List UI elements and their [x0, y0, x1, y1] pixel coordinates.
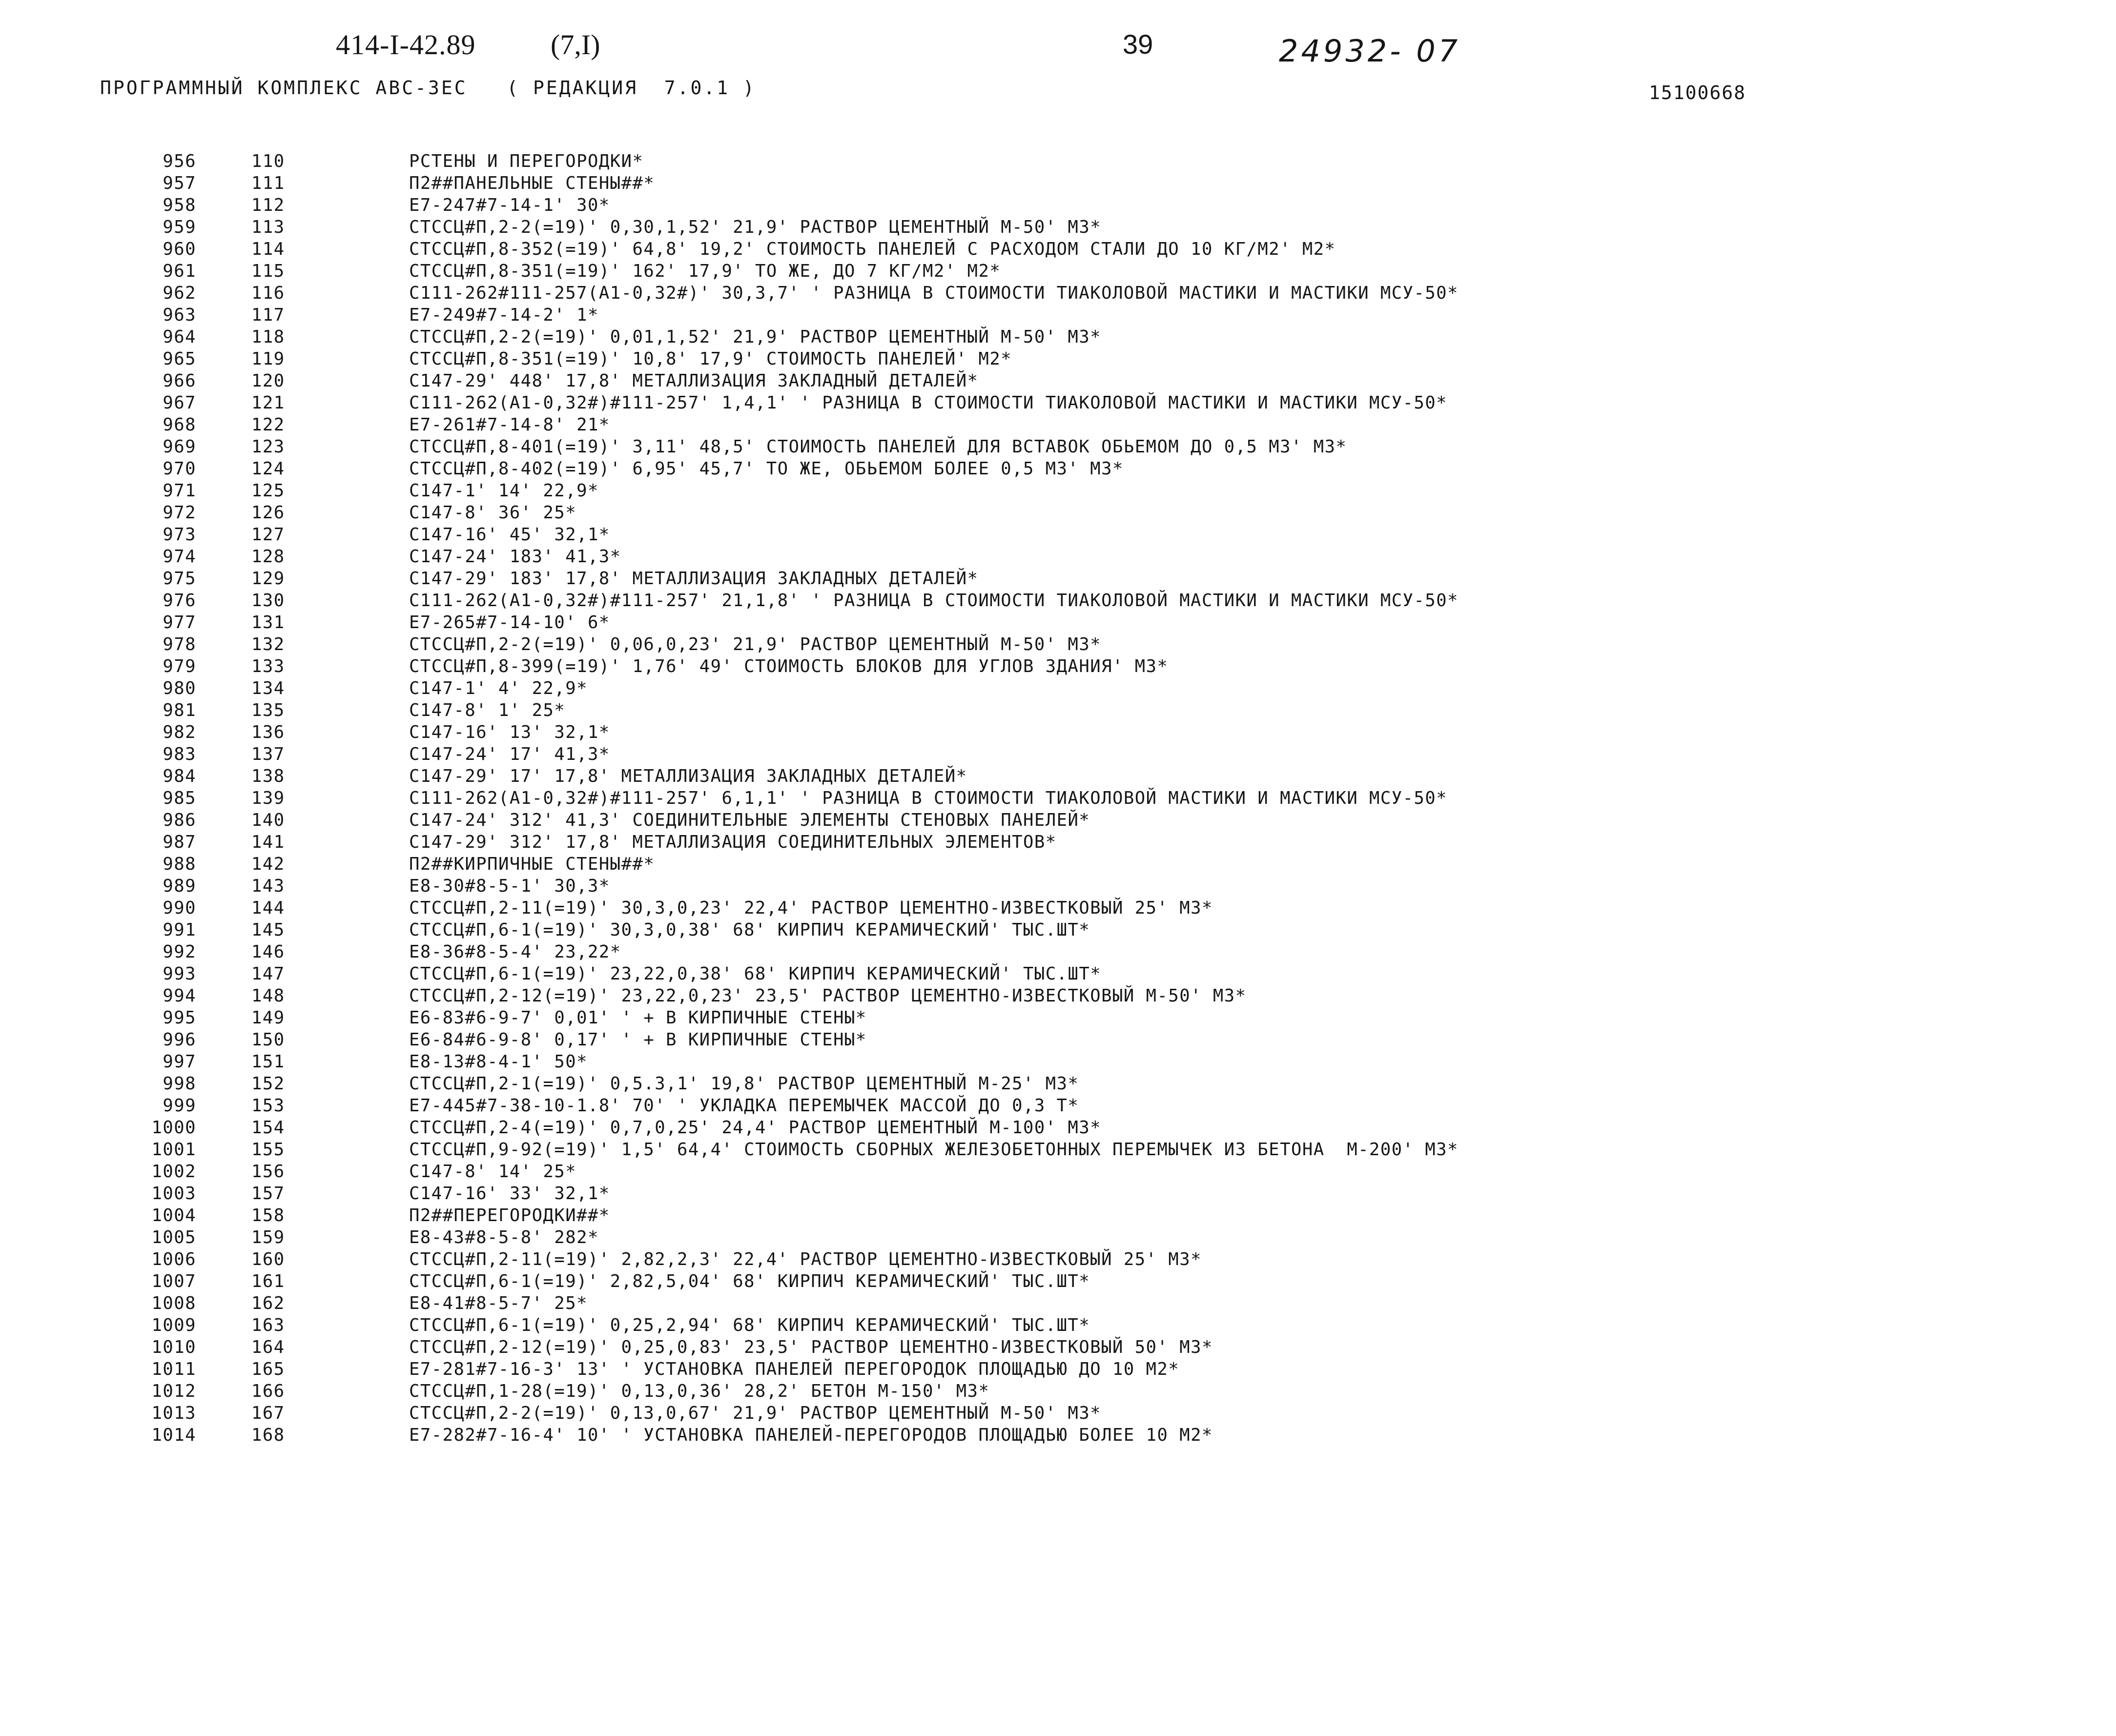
line-number: 970 [163, 459, 196, 479]
listing-row [0, 831, 2116, 853]
statement-number: 112 [251, 195, 285, 215]
statement-text: СТССЦ#П,8-399(=19)' 1,76' 49' СТОИМОСТЬ БЛОКОВ ДЛЯ УГЛОВ ЗДАНИЯ' М3* [409, 656, 1169, 676]
listing-row [0, 1205, 2116, 1226]
statement-text: Е6-83#6-9-7' 0,01' ' + В КИРПИЧНЫЕ СТЕНЫ* [409, 1008, 867, 1028]
listing-row [0, 414, 2116, 436]
listing-row [0, 1029, 2116, 1051]
line-number: 964 [163, 327, 196, 347]
statement-text: С147-8' 36' 25* [409, 503, 577, 523]
statement-text: С147-29' 183' 17,8' МЕТАЛЛИЗАЦИЯ ЗАКЛАДНЫХ ДЕТАЛЕЙ* [409, 569, 979, 589]
line-number: 992 [163, 942, 196, 962]
statement-number: 156 [251, 1162, 285, 1182]
statement-number: 145 [251, 920, 285, 940]
statement-text: П2##КИРПИЧНЫЕ СТЕНЫ##* [409, 854, 655, 874]
statement-number: 116 [251, 283, 285, 303]
listing-row [0, 194, 2116, 216]
statement-number: 162 [251, 1293, 285, 1313]
listing-row [0, 1073, 2116, 1095]
statement-text: П2##ПАНЕЛЬНЫЕ СТЕНЫ##* [409, 173, 655, 193]
statement-number: 135 [251, 700, 285, 720]
statement-text: СТССЦ#П,9-92(=19)' 1,5' 64,4' СТОИМОСТЬ СБОРНЫХ ЖЕЛЕЗОБЕТОННЫХ ПЕРЕМЫЧЕК ИЗ БЕТОНА М-200' М3* [409, 1140, 1459, 1160]
listing-row [0, 282, 2116, 304]
listing-row [0, 1402, 2116, 1424]
line-number: 988 [163, 854, 196, 874]
statement-text: Е7-265#7-14-10' 6* [409, 613, 610, 633]
statement-text: СТССЦ#П,2-2(=19)' 0,01,1,52' 21,9' РАСТВОР ЦЕМЕНТНЫЙ М-50' М3* [409, 327, 1102, 347]
line-number: 1003 [151, 1184, 196, 1204]
statement-text: Е7-445#7-38-10-1.8' 70' ' УКЛАДКА ПЕРЕМЫЧЕК МАССОЙ ДО 0,3 Т* [409, 1096, 1079, 1116]
line-number: 997 [163, 1052, 196, 1072]
statement-number: 113 [251, 217, 285, 237]
listing-row [0, 1226, 2116, 1248]
listing-row [0, 568, 2116, 590]
listing-row [0, 370, 2116, 392]
statement-number: 163 [251, 1315, 285, 1335]
line-number: 1010 [151, 1337, 196, 1357]
statement-text: СТССЦ#П,8-351(=19)' 162' 17,9' ТО ЖЕ, ДО 7 КГ/М2' М2* [409, 261, 1001, 281]
listing-row [0, 1051, 2116, 1073]
listing [0, 150, 2116, 1446]
line-number: 981 [163, 700, 196, 720]
statement-text: СТССЦ#П,6-1(=19)' 23,22,0,38' 68' КИРПИЧ КЕРАМИЧЕСКИЙ' ТЫС.ШТ* [409, 964, 1102, 984]
handwritten-code: 24932- 07 [1279, 33, 1461, 69]
statement-text: Е7-281#7-16-3' 13' ' УСТАНОВКА ПАНЕЛЕЙ ПЕРЕГОРОДОК ПЛОЩАДЬЮ ДО 10 М2* [409, 1359, 1180, 1379]
line-number: 973 [163, 525, 196, 545]
statement-text: С111-262#111-257(А1-0,32#)' 30,3,7' ' РАЗНИЦА В СТОИМОСТИ ТИАКОЛОВОЙ МАСТИКИ И МАСТИКИ МСУ-50* [409, 283, 1459, 303]
listing-row [0, 1336, 2116, 1358]
listing-row [0, 1292, 2116, 1314]
listing-row [0, 172, 2116, 194]
listing-row [0, 809, 2116, 831]
listing-row [0, 590, 2116, 612]
listing-row [0, 1358, 2116, 1380]
listing-row [0, 436, 2116, 458]
listing-row [0, 1380, 2116, 1402]
listing-row [0, 546, 2116, 568]
statement-text: С147-8' 14' 25* [409, 1162, 577, 1182]
statement-text: С111-262(А1-0,32#)#111-257' 1,4,1' ' РАЗНИЦА В СТОИМОСТИ ТИАКОЛОВОЙ МАСТИКИ И МАСТИКИ МСУ-50* [409, 393, 1448, 413]
line-number: 996 [163, 1030, 196, 1050]
program-title: ПРОГРАММНЫЙ КОМПЛЕКС АВС-ЗЕС ( РЕДАКЦИЯ 7.0.1 ) [100, 77, 756, 99]
line-number: 961 [163, 261, 196, 281]
listing-row [0, 392, 2116, 414]
line-number: 987 [163, 832, 196, 852]
listing-row [0, 260, 2116, 282]
listing-row [0, 941, 2116, 963]
line-number: 991 [163, 920, 196, 940]
statement-number: 166 [251, 1381, 285, 1401]
line-number: 958 [163, 195, 196, 215]
line-number: 985 [163, 788, 196, 808]
statement-text: Е8-30#8-5-1' 30,3* [409, 876, 610, 896]
line-number: 966 [163, 371, 196, 391]
statement-text: С111-262(А1-0,32#)#111-257' 21,1,8' ' РАЗНИЦА В СТОИМОСТИ ТИАКОЛОВОЙ МАСТИКИ И МАСТИКИ МСУ-50* [409, 591, 1459, 611]
statement-number: 165 [251, 1359, 285, 1379]
statement-text: П2##ПЕРЕГОРОДКИ##* [409, 1205, 610, 1225]
listing-row [0, 633, 2116, 655]
statement-text: С147-16' 45' 32,1* [409, 525, 610, 545]
line-number: 957 [163, 173, 196, 193]
statement-text: СТССЦ#П,8-402(=19)' 6,95' 45,7' ТО ЖЕ, ОБЬЕМОМ БОЛЕЕ 0,5 М3' М3* [409, 459, 1124, 479]
statement-text: С147-1' 14' 22,9* [409, 481, 599, 501]
listing-row [0, 963, 2116, 985]
statement-text: СТССЦ#П,8-352(=19)' 64,8' 19,2' СТОИМОСТЬ ПАНЕЛЕЙ С РАСХОДОМ СТАЛИ ДО 10 КГ/М2' М2* [409, 239, 1336, 259]
line-number: 984 [163, 766, 196, 786]
statement-number: 130 [251, 591, 285, 611]
listing-row [0, 1314, 2116, 1336]
statement-number: 157 [251, 1184, 285, 1204]
listing-row [0, 1248, 2116, 1270]
line-number: 968 [163, 415, 196, 435]
statement-text: С147-29' 448' 17,8' МЕТАЛЛИЗАЦИЯ ЗАКЛАДНЫЙ ДЕТАЛЕЙ* [409, 371, 979, 391]
statement-number: 122 [251, 415, 285, 435]
statement-number: 146 [251, 942, 285, 962]
line-number: 1006 [151, 1249, 196, 1269]
line-number: 974 [163, 547, 196, 567]
line-number: 999 [163, 1096, 196, 1116]
statement-number: 155 [251, 1140, 285, 1160]
statement-text: Е7-261#7-14-8' 21* [409, 415, 610, 435]
statement-number: 123 [251, 437, 285, 457]
statement-text: С111-262(А1-0,32#)#111-257' 6,1,1' ' РАЗНИЦА В СТОИМОСТИ ТИАКОЛОВОЙ МАСТИКИ И МАСТИКИ МСУ-50* [409, 788, 1448, 808]
line-number: 965 [163, 349, 196, 369]
line-number: 959 [163, 217, 196, 237]
statement-text: С147-8' 1' 25* [409, 700, 566, 720]
document-version: (7,I) [551, 29, 600, 61]
line-number: 989 [163, 876, 196, 896]
listing-row [0, 502, 2116, 524]
statement-text: СТССЦ#П,2-12(=19)' 0,25,0,83' 23,5' РАСТВОР ЦЕМЕНТНО-ИЗВЕСТКОВЫЙ 50' М3* [409, 1337, 1213, 1357]
statement-number: 160 [251, 1249, 285, 1269]
line-number: 980 [163, 678, 196, 698]
listing-row [0, 655, 2116, 677]
statement-text: СТССЦ#П,6-1(=19)' 0,25,2,94' 68' КИРПИЧ КЕРАМИЧЕСКИЙ' ТЫС.ШТ* [409, 1315, 1090, 1335]
line-number: 1012 [151, 1381, 196, 1401]
listing-row [0, 897, 2116, 919]
statement-number: 126 [251, 503, 285, 523]
listing-row [0, 480, 2116, 502]
statement-text: С147-1' 4' 22,9* [409, 678, 588, 698]
listing-row [0, 524, 2116, 546]
line-number: 956 [163, 151, 196, 171]
listing-row [0, 612, 2116, 633]
statement-number: 124 [251, 459, 285, 479]
statement-text: СТССЦ#П,2-2(=19)' 0,06,0,23' 21,9' РАСТВОР ЦЕМЕНТНЫЙ М-50' М3* [409, 634, 1102, 654]
statement-text: С147-16' 33' 32,1* [409, 1184, 610, 1204]
listing-row [0, 699, 2116, 721]
statement-text: С147-24' 183' 41,3* [409, 547, 621, 567]
line-number: 963 [163, 305, 196, 325]
listing-row [0, 677, 2116, 699]
statement-text: СТССЦ#П,2-11(=19)' 30,3,0,23' 22,4' РАСТВОР ЦЕМЕНТНО-ИЗВЕСТКОВЫЙ 25' М3* [409, 898, 1213, 918]
line-number: 971 [163, 481, 196, 501]
statement-number: 119 [251, 349, 285, 369]
line-number: 982 [163, 722, 196, 742]
statement-text: Е6-84#6-9-8' 0,17' ' + В КИРПИЧНЫЕ СТЕНЫ* [409, 1030, 867, 1050]
line-number: 1007 [151, 1271, 196, 1291]
statement-number: 164 [251, 1337, 285, 1357]
statement-number: 168 [251, 1425, 285, 1445]
listing-row [0, 1095, 2116, 1117]
line-number: 1001 [151, 1140, 196, 1160]
line-number: 983 [163, 744, 196, 764]
line-number: 977 [163, 613, 196, 633]
listing-row [0, 853, 2116, 875]
statement-text: С147-24' 17' 41,3* [409, 744, 610, 764]
statement-number: 110 [251, 151, 285, 171]
statement-text: С147-29' 312' 17,8' МЕТАЛЛИЗАЦИЯ СОЕДИНИТЕЛЬНЫХ ЭЛЕМЕНТОВ* [409, 832, 1057, 852]
statement-text: СТССЦ#П,2-2(=19)' 0,13,0,67' 21,9' РАСТВОР ЦЕМЕНТНЫЙ М-50' М3* [409, 1403, 1102, 1423]
statement-number: 114 [251, 239, 285, 259]
statement-number: 152 [251, 1074, 285, 1094]
listing-row [0, 721, 2116, 743]
statement-number: 128 [251, 547, 285, 567]
statement-text: Е8-36#8-5-4' 23,22* [409, 942, 621, 962]
line-number: 1009 [151, 1315, 196, 1335]
statement-number: 125 [251, 481, 285, 501]
statement-number: 136 [251, 722, 285, 742]
statement-number: 133 [251, 656, 285, 676]
listing-row [0, 1183, 2116, 1205]
statement-number: 117 [251, 305, 285, 325]
line-number: 998 [163, 1074, 196, 1094]
statement-number: 147 [251, 964, 285, 984]
line-number: 967 [163, 393, 196, 413]
statement-text: СТССЦ#П,2-1(=19)' 0,5.3,1' 19,8' РАСТВОР ЦЕМЕНТНЫЙ М-25' М3* [409, 1074, 1079, 1094]
statement-number: 161 [251, 1271, 285, 1291]
listing-row [0, 743, 2116, 765]
statement-text: Е7-249#7-14-2' 1* [409, 305, 599, 325]
line-number: 994 [163, 986, 196, 1006]
listing-row [0, 919, 2116, 941]
line-number: 986 [163, 810, 196, 830]
statement-number: 127 [251, 525, 285, 545]
listing-row [0, 1007, 2116, 1029]
statement-text: С147-16' 13' 32,1* [409, 722, 610, 742]
listing-row [0, 238, 2116, 260]
listing-row [0, 1161, 2116, 1183]
statement-text: Е8-41#8-5-7' 25* [409, 1293, 588, 1313]
statement-number: 167 [251, 1403, 285, 1423]
listing-row [0, 216, 2116, 238]
statement-text: СТССЦ#П,8-401(=19)' 3,11' 48,5' СТОИМОСТЬ ПАНЕЛЕЙ ДЛЯ ВСТАВОК ОБЬЕМОМ ДО 0,5 М3' М3* [409, 437, 1347, 457]
listing-row [0, 875, 2116, 897]
statement-number: 132 [251, 634, 285, 654]
line-number: 1005 [151, 1227, 196, 1247]
statement-number: 137 [251, 744, 285, 764]
line-number: 995 [163, 1008, 196, 1028]
statement-number: 150 [251, 1030, 285, 1050]
line-number: 990 [163, 898, 196, 918]
statement-number: 139 [251, 788, 285, 808]
statement-text: СТССЦ#П,2-4(=19)' 0,7,0,25' 24,4' РАСТВОР ЦЕМЕНТНЫЙ М-100' М3* [409, 1118, 1102, 1138]
line-number: 1002 [151, 1162, 196, 1182]
statement-number: 121 [251, 393, 285, 413]
line-number: 972 [163, 503, 196, 523]
statement-number: 138 [251, 766, 285, 786]
statement-number: 148 [251, 986, 285, 1006]
statement-text: СТССЦ#П,2-2(=19)' 0,30,1,52' 21,9' РАСТВОР ЦЕМЕНТНЫЙ М-50' М3* [409, 217, 1102, 237]
page-number: 39 [1123, 29, 1153, 60]
statement-number: 158 [251, 1205, 285, 1225]
statement-number: 153 [251, 1096, 285, 1116]
statement-text: СТССЦ#П,6-1(=19)' 30,3,0,38' 68' КИРПИЧ КЕРАМИЧЕСКИЙ' ТЫС.ШТ* [409, 920, 1090, 940]
statement-number: 129 [251, 569, 285, 589]
statement-text: С147-29' 17' 17,8' МЕТАЛЛИЗАЦИЯ ЗАКЛАДНЫХ ДЕТАЛЕЙ* [409, 766, 967, 786]
statement-number: 141 [251, 832, 285, 852]
line-number: 1004 [151, 1205, 196, 1225]
statement-number: 115 [251, 261, 285, 281]
line-number: 1013 [151, 1403, 196, 1423]
statement-text: СТССЦ#П,2-11(=19)' 2,82,2,3' 22,4' РАСТВОР ЦЕМЕНТНО-ИЗВЕСТКОВЫЙ 25' М3* [409, 1249, 1202, 1269]
statement-text: СТССЦ#П,8-351(=19)' 10,8' 17,9' СТОИМОСТЬ ПАНЕЛЕЙ' М2* [409, 349, 1012, 369]
listing-row [0, 985, 2116, 1007]
line-number: 979 [163, 656, 196, 676]
listing-row [0, 1424, 2116, 1446]
line-number: 978 [163, 634, 196, 654]
statement-text: С147-24' 312' 41,3' СОЕДИНИТЕЛЬНЫЕ ЭЛЕМЕНТЫ СТЕНОВЫХ ПАНЕЛЕЙ* [409, 810, 1090, 830]
line-number: 993 [163, 964, 196, 984]
listing-row [0, 150, 2116, 172]
statement-number: 144 [251, 898, 285, 918]
line-number: 1000 [151, 1118, 196, 1138]
listing-row [0, 326, 2116, 348]
listing-row [0, 304, 2116, 326]
program-number: 15100668 [1649, 82, 1746, 103]
listing-row [0, 458, 2116, 480]
statement-text: Е7-247#7-14-1' 30* [409, 195, 610, 215]
statement-text: СТССЦ#П,2-12(=19)' 23,22,0,23' 23,5' РАСТВОР ЦЕМЕНТНО-ИЗВЕСТКОВЫЙ М-50' М3* [409, 986, 1247, 1006]
statement-number: 140 [251, 810, 285, 830]
statement-number: 131 [251, 613, 285, 633]
statement-text: РСТЕНЫ И ПЕРЕГОРОДКИ* [409, 151, 644, 171]
statement-number: 134 [251, 678, 285, 698]
statement-number: 154 [251, 1118, 285, 1138]
statement-number: 120 [251, 371, 285, 391]
statement-number: 151 [251, 1052, 285, 1072]
line-number: 969 [163, 437, 196, 457]
listing-row [0, 765, 2116, 787]
statement-text: Е8-13#8-4-1' 50* [409, 1052, 588, 1072]
line-number: 962 [163, 283, 196, 303]
listing-row [0, 1139, 2116, 1161]
listing-row [0, 1117, 2116, 1139]
statement-text: СТССЦ#П,1-28(=19)' 0,13,0,36' 28,2' БЕТОН М-150' М3* [409, 1381, 990, 1401]
listing-row [0, 348, 2116, 370]
statement-text: Е8-43#8-5-8' 282* [409, 1227, 599, 1247]
statement-number: 159 [251, 1227, 285, 1247]
statement-number: 143 [251, 876, 285, 896]
line-number: 1011 [151, 1359, 196, 1379]
statement-text: Е7-282#7-16-4' 10' ' УСТАНОВКА ПАНЕЛЕЙ-ПЕРЕГОРОДОВ ПЛОЩАДЬЮ БОЛЕЕ 10 М2* [409, 1425, 1213, 1445]
listing-row [0, 1270, 2116, 1292]
line-number: 976 [163, 591, 196, 611]
statement-number: 111 [251, 173, 285, 193]
listing-row [0, 787, 2116, 809]
statement-number: 149 [251, 1008, 285, 1028]
line-number: 1008 [151, 1293, 196, 1313]
line-number: 1014 [151, 1425, 196, 1445]
line-number: 975 [163, 569, 196, 589]
line-number: 960 [163, 239, 196, 259]
document-code: 414-I-42.89 [336, 29, 476, 61]
statement-number: 118 [251, 327, 285, 347]
statement-text: СТССЦ#П,6-1(=19)' 2,82,5,04' 68' КИРПИЧ КЕРАМИЧЕСКИЙ' ТЫС.ШТ* [409, 1271, 1090, 1291]
statement-number: 142 [251, 854, 285, 874]
